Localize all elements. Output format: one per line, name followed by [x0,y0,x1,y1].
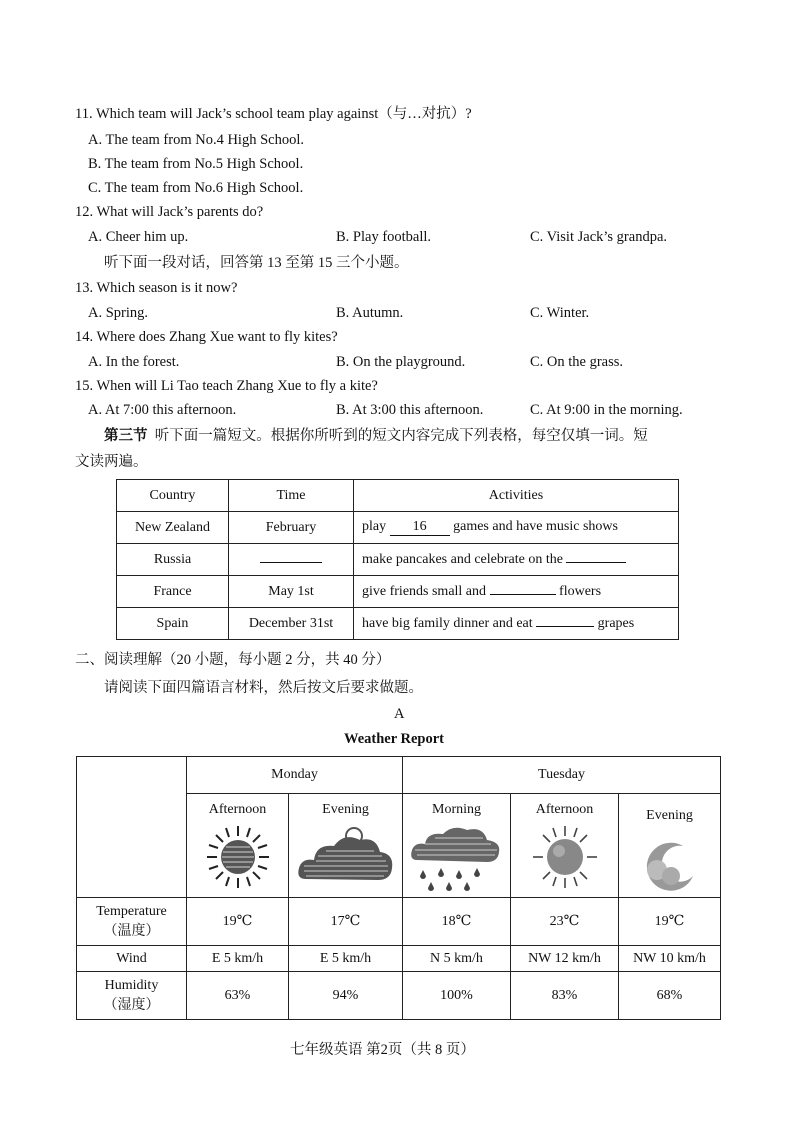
humidity-cell: 68% [619,972,721,1020]
wind-cell: NW 12 km/h [511,946,619,972]
moon-icon [635,830,705,896]
part2-title: 二、阅读理解（20 小题，每小题 2 分，共 40 分） [75,652,391,668]
wind-cell: NW 10 km/h [619,946,721,972]
header-activities: Activities [354,480,679,512]
period-cell: Afternoon [511,794,619,898]
table-row [117,544,679,576]
time-cell: May 1st [229,576,354,608]
report-title: Weather Report [344,731,444,747]
activity-cell: have big family dinner and eat grapes [354,608,679,640]
table-row [77,898,721,946]
temp-cell: 19℃ [187,898,289,946]
option-11c[interactable]: C. The team from No.6 High School. [88,180,304,196]
activity-cell: give friends small and flowers [354,576,679,608]
period-cell: Afternoon [187,794,289,898]
option-13c[interactable]: C. Winter. [530,305,590,321]
cloud-icon [296,824,396,894]
period-cell: Evening [289,794,403,898]
option-12b[interactable]: B. Play football. [336,229,432,245]
time-cell: December 31st [229,608,354,640]
blank-16[interactable]: 16 [390,519,450,536]
question-13: 13. Which season is it now? [75,280,238,296]
part2-instruction: 请阅读下面四篇语言材料，然后按文后要求做题。 [104,680,423,696]
option-14b[interactable]: B. On the playground. [336,354,466,370]
blank-20[interactable] [536,626,594,627]
day-tuesday: Tuesday [403,757,721,794]
option-14c[interactable]: C. On the grass. [530,354,624,370]
row-label-humidity: Humidity （湿度） [77,972,187,1020]
activity-cell: make pancakes and celebrate on the [354,544,679,576]
time-cell: February [229,512,354,544]
option-15c[interactable]: C. At 9:00 in the morning. [530,402,683,418]
header-time: Time [229,480,354,512]
table-row [77,946,721,972]
rain-icon [409,824,505,896]
country-cell: Spain [117,608,229,640]
weather-table [76,756,721,1020]
humidity-cell: 100% [403,972,511,1020]
row-label-temperature: Temperature （温度） [77,898,187,946]
period-cell: Evening [619,794,721,898]
blank-18[interactable] [566,562,626,563]
humidity-cell: 94% [289,972,403,1020]
table-row [117,576,679,608]
option-12c[interactable]: C. Visit Jack’s grandpa. [530,229,667,245]
passage-label: A [394,706,405,722]
option-15b[interactable]: B. At 3:00 this afternoon. [336,402,484,418]
table-row [117,608,679,640]
day-monday: Monday [187,757,403,794]
blank-17[interactable] [260,562,322,563]
period-cell: Morning [403,794,511,898]
option-13b[interactable]: B. Autumn. [336,305,404,321]
listening-table [116,479,679,640]
temp-cell: 17℃ [289,898,403,946]
time-cell [229,544,354,576]
section3-instruction: 第三节 听下面一篇短文。根据你所听到的短文内容完成下列表格，每空仅填一词。短 [104,428,648,444]
wind-cell: N 5 km/h [403,946,511,972]
page-footer: 七年级英语 第2页（共 8 页） [290,1042,475,1058]
country-cell: Russia [117,544,229,576]
option-15a[interactable]: A. At 7:00 this afternoon. [88,402,237,418]
temp-cell: 18℃ [403,898,511,946]
sun-icon [530,824,600,890]
sun-icon [205,824,271,890]
activity-cell: play 16 games and have music shows [354,512,679,544]
wind-cell: E 5 km/h [187,946,289,972]
dialog-instruction: 听下面一段对话，回答第 13 至第 15 三个小题。 [104,255,409,271]
option-11a[interactable]: A. The team from No.4 High School. [88,132,304,148]
blank-19[interactable] [490,594,556,595]
temp-cell: 19℃ [619,898,721,946]
table-row [77,972,721,1020]
row-label-wind: Wind [77,946,187,972]
question-12: 12. What will Jack’s parents do? [75,204,264,220]
section3-instruction-cont: 文读两遍。 [75,454,148,470]
option-13a[interactable]: A. Spring. [88,305,149,321]
country-cell: France [117,576,229,608]
option-11b[interactable]: B. The team from No.5 High School. [88,156,304,172]
corner-cell [77,757,187,898]
country-cell: New Zealand [117,512,229,544]
humidity-cell: 63% [187,972,289,1020]
question-11: 11. Which team will Jack’s school team play against（与…对抗）? [75,106,472,122]
question-14: 14. Where does Zhang Xue want to fly kites? [75,329,338,345]
option-14a[interactable]: A. In the forest. [88,354,180,370]
header-country: Country [117,480,229,512]
wind-cell: E 5 km/h [289,946,403,972]
table-row [117,512,679,544]
temp-cell: 23℃ [511,898,619,946]
question-15: 15. When will Li Tao teach Zhang Xue to fly a kite? [75,378,378,394]
option-12a[interactable]: A. Cheer him up. [88,229,189,245]
humidity-cell: 83% [511,972,619,1020]
